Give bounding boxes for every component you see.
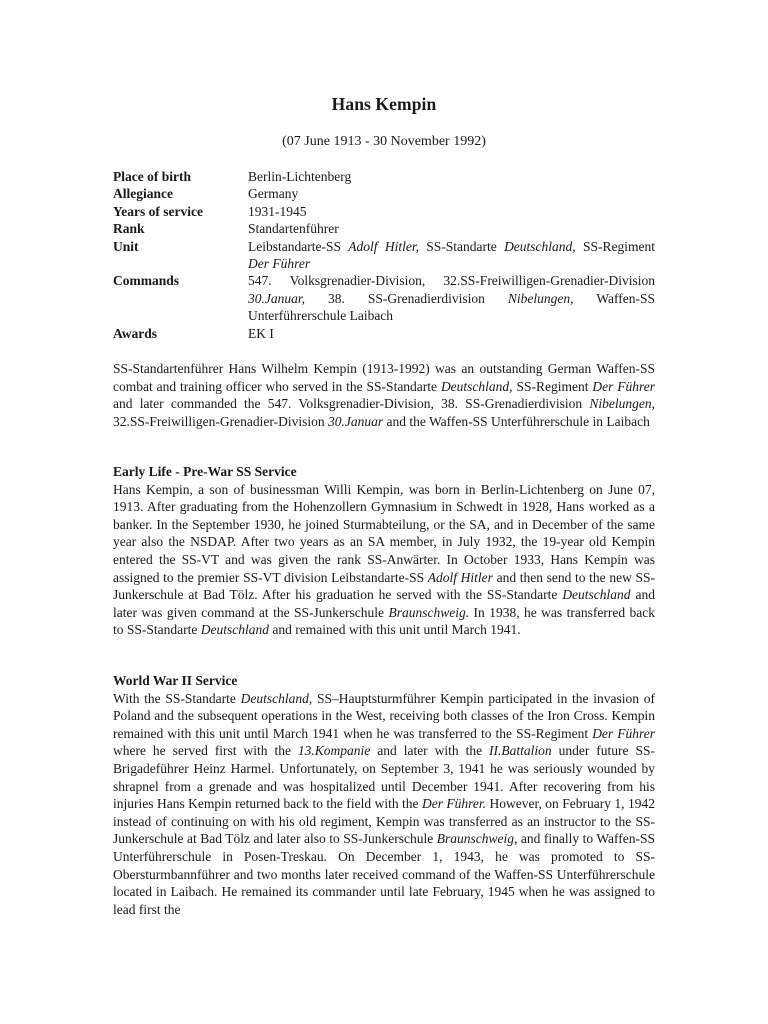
italic-unit-name: Nibelungen, bbox=[507, 290, 574, 306]
infobox-label: Rank bbox=[113, 221, 145, 237]
italic-text: Der Führer bbox=[592, 378, 655, 394]
text-run: and remained with this unit until March 1941. bbox=[269, 622, 521, 638]
life-dates: (07 June 1913 - 30 November 1992) bbox=[282, 134, 486, 149]
infobox-row-place-of-birth bbox=[113, 168, 655, 185]
text-run: In 1938, he was transferred back to SS-Standarte bbox=[113, 604, 655, 638]
page-title: Hans Kempin bbox=[331, 94, 437, 114]
italic-text: 30.Januar bbox=[327, 413, 384, 429]
italic-unit-name: Deutschland, bbox=[504, 238, 576, 254]
italic-unit-name: Der Führer bbox=[248, 256, 311, 272]
infobox-label: Unit bbox=[113, 238, 139, 254]
infobox-value: Standartenführer bbox=[248, 221, 339, 237]
text-run: SS-Standarte bbox=[418, 238, 505, 254]
italic-text: Nibelungen, bbox=[589, 396, 655, 412]
text-run: Waffen-SS Unterführerschule Laibach bbox=[248, 290, 655, 324]
infobox-value: Berlin-Lichtenberg bbox=[248, 169, 352, 184]
text-run: 32.SS-Freiwilligen-Grenadier-Division bbox=[113, 413, 328, 429]
infobox-label: Years of service bbox=[113, 203, 203, 219]
italic-text: Deutschland bbox=[200, 622, 269, 638]
infobox-label: Commands bbox=[113, 273, 180, 289]
infobox-label: Place of birth bbox=[113, 169, 191, 184]
infobox-row-unit bbox=[113, 238, 655, 273]
text-run: SS–Hauptsturmführer Kempin participated in the invasion of Poland and the subsequent operations in the West, receiving both classes of the Iron Cross. Kempin remained with this unit until March 1941 when he was transferred to the SS-Regiment bbox=[113, 690, 655, 741]
italic-text: Der Führer. bbox=[421, 796, 487, 812]
infobox bbox=[113, 168, 655, 342]
infobox-row-commands bbox=[113, 272, 655, 324]
infobox-value: Germany bbox=[248, 186, 299, 202]
infobox-row-years-of-service bbox=[113, 203, 655, 220]
section-paragraph bbox=[113, 481, 655, 639]
infobox-value: 1931-1945 bbox=[248, 203, 307, 219]
text-run: and then send to the new SS-Junkerschule at Bad Tölz. After his graduation he served with the SS-Standarte bbox=[113, 569, 655, 603]
text-run: SS-Standartenführer Hans Wilhelm Kempin (1913-1992) was an outstanding German Waffen-SS combat and training officer who served in the SS-Standarte bbox=[113, 361, 655, 394]
text-run: and later with the bbox=[370, 743, 490, 759]
text-run: However, on February 1, 1942 instead of continuing on with his old regiment, Kempin was transferred as an instructor to the SS-Junkerschule at Bad Tölz and later also to SS-Junkerschule bbox=[113, 796, 655, 847]
italic-text: II.Battalion bbox=[489, 743, 552, 759]
ww2-section bbox=[113, 672, 655, 918]
section-heading: Early Life - Pre-War SS Service bbox=[113, 464, 297, 479]
text-run: Leibstandarte-SS bbox=[248, 238, 349, 254]
italic-text: Deutschland, bbox=[240, 690, 313, 706]
infobox-value-commands bbox=[248, 272, 655, 324]
text-run: With the SS-Standarte bbox=[113, 690, 241, 706]
text-run: and later commanded the 547. Volksgrenadier-Division, 38. SS-Grenadierdivision bbox=[113, 396, 590, 412]
text-run: where he served first with the bbox=[113, 743, 298, 759]
italic-text: 13.Kompanie bbox=[297, 743, 371, 759]
italic-text: Deutschland bbox=[562, 587, 631, 603]
section-heading: World War II Service bbox=[113, 673, 238, 688]
infobox-row-rank bbox=[113, 220, 655, 237]
italic-text: Braunschweig. bbox=[388, 604, 470, 620]
text-run: and the Waffen-SS Unterführerschule in Laibach bbox=[383, 413, 650, 429]
text-run: 547. Volksgrenadier-Division, 32.SS-Freiwilligen-Grenadier-Division bbox=[248, 273, 655, 289]
infobox-value-unit bbox=[248, 238, 655, 273]
italic-text: Deutschland, bbox=[440, 378, 513, 394]
text-run: and later was given command at the SS-Junkerschule bbox=[113, 587, 655, 620]
section-paragraph bbox=[113, 690, 655, 919]
text-run: 38. SS-Grenadierdivision bbox=[305, 290, 508, 306]
early-life-section bbox=[113, 463, 655, 639]
text-run: SS-Regiment bbox=[512, 378, 593, 394]
italic-text: Braunschweig, bbox=[436, 831, 518, 847]
infobox-row-awards bbox=[113, 325, 655, 342]
infobox-row-allegiance bbox=[113, 185, 655, 202]
italic-text: Adolf Hitler bbox=[427, 569, 493, 585]
infobox-label: Awards bbox=[113, 325, 158, 341]
text-run: SS-Regiment bbox=[575, 238, 655, 254]
text-run: and finally to Waffen-SS Unterführerschule in Posen-Treskau. On December 1, 1943, he was promoted to SS- Obersturmbannführer and two months later received command of the Waffen-SS Unterführerschule located in Laibach. He remained its commander until late February, 1945 when he was assigned to lead first the bbox=[113, 831, 655, 917]
italic-unit-name: 30.Januar, bbox=[248, 290, 305, 306]
text-run: under future SS- Brigadeführer Heinz Harmel. Unfortunately, on September 3, 1941 he was seriously wounded by shrapnel from a grenade and was hospitalized until December 1941. After recovering from his injuries Hans Kempin returned back to the field with the bbox=[113, 743, 655, 812]
intro-paragraph bbox=[113, 360, 655, 430]
infobox-value: EK I bbox=[248, 325, 274, 341]
text-run: Hans Kempin, a son of businessman Willi Kempin, was born in Berlin-Lichtenberg on June 07, 1913. After graduating from the Hohenzollern Gymnasium in Schwedt in 1928, Hans worked as a banker. In the September 1930, he joined Sturmabteilung, or the SA, and in December of the same year also the NSDAP. After two years as an SA member, in July 1932, the 19-year old Kempin entered the SS-VT and was given the rank SS-Anwärter. In October 1933, Hans Kempin was assigned to the premier SS-VT division Leibstandarte-SS bbox=[113, 481, 655, 585]
italic-unit-name: Adolf Hitler, bbox=[348, 238, 419, 254]
infobox-label: Allegiance bbox=[113, 186, 173, 202]
italic-text: Der Führer bbox=[592, 725, 656, 741]
